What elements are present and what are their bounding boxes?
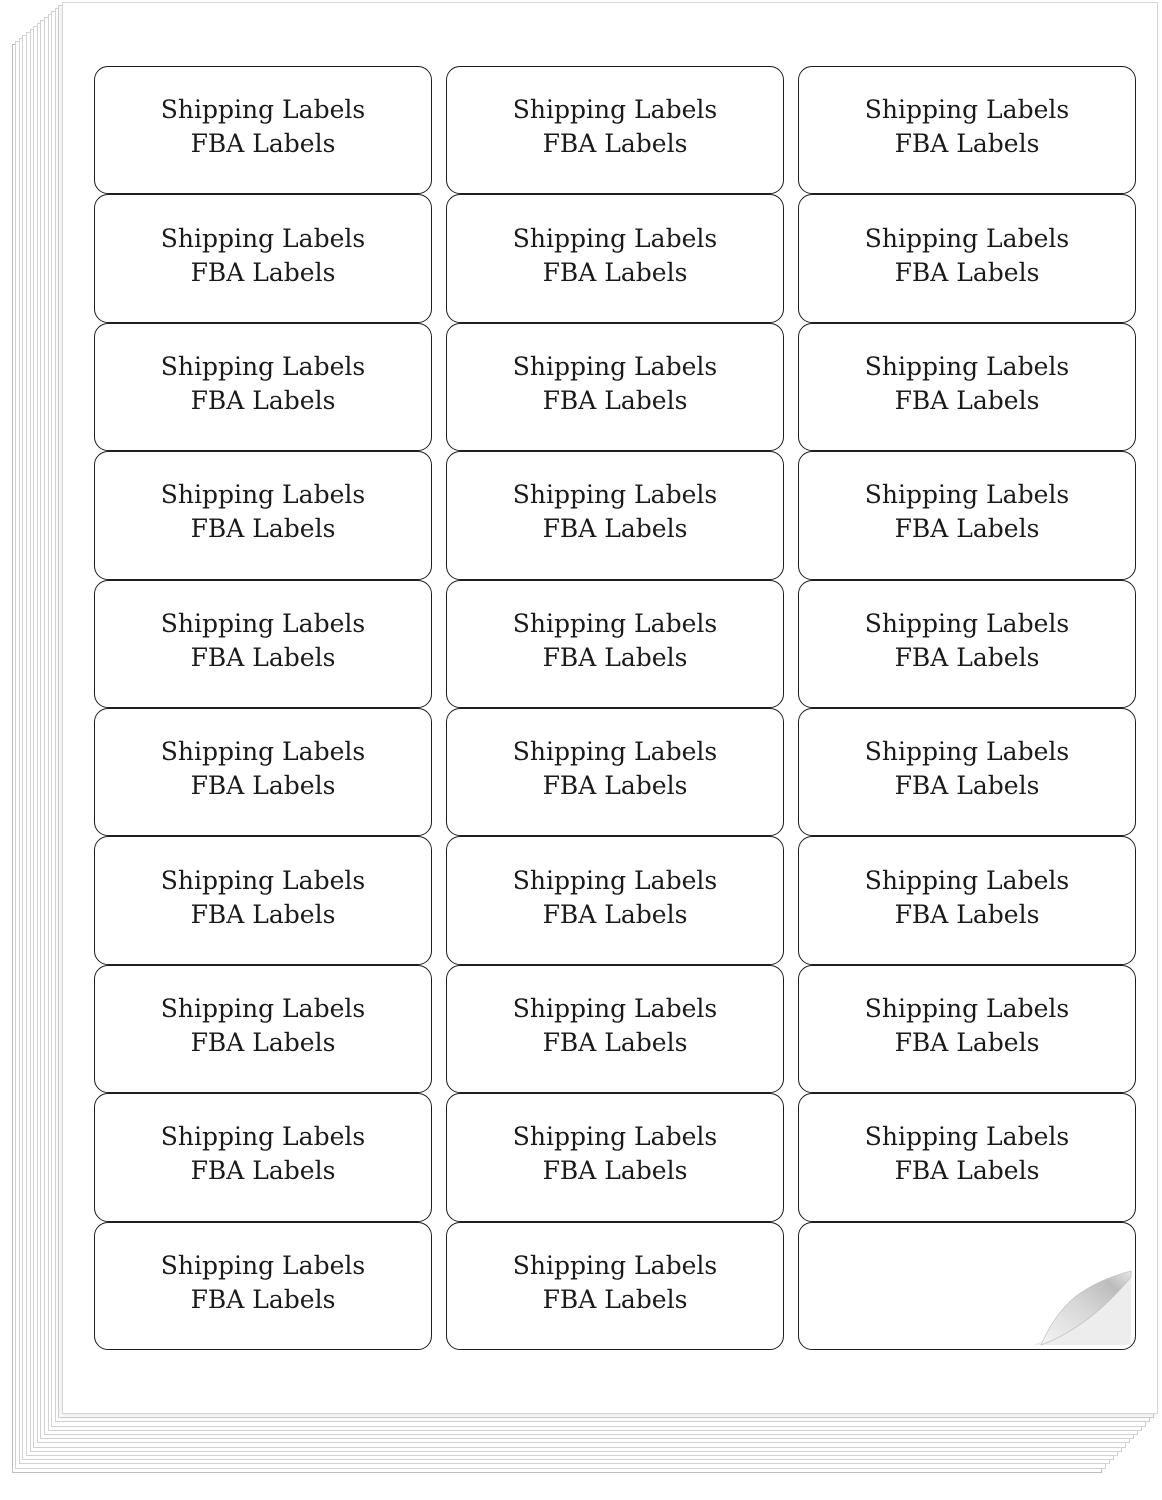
shipping-label bbox=[798, 580, 1136, 708]
shipping-label bbox=[446, 836, 784, 964]
shipping-label bbox=[798, 194, 1136, 322]
label-line-fba: FBA Labels bbox=[190, 514, 336, 544]
label-line-shipping: Shipping Labels bbox=[512, 223, 718, 253]
label-line-shipping: Shipping Labels bbox=[512, 608, 718, 638]
label-line-fba: FBA Labels bbox=[190, 899, 336, 929]
label-line-shipping: Shipping Labels bbox=[160, 480, 366, 510]
label-line-shipping: Shipping Labels bbox=[864, 993, 1070, 1023]
label-line-shipping: Shipping Labels bbox=[160, 1250, 366, 1280]
shipping-label bbox=[94, 708, 432, 836]
label-line-shipping: Shipping Labels bbox=[864, 865, 1070, 895]
label-line-fba: FBA Labels bbox=[894, 1027, 1040, 1057]
label-line-fba: FBA Labels bbox=[894, 899, 1040, 929]
shipping-label bbox=[446, 1093, 784, 1221]
shipping-label bbox=[94, 194, 432, 322]
shipping-label bbox=[94, 836, 432, 964]
label-line-fba: FBA Labels bbox=[190, 1156, 336, 1186]
shipping-label bbox=[798, 836, 1136, 964]
label-line-shipping: Shipping Labels bbox=[864, 351, 1070, 381]
label-line-shipping: Shipping Labels bbox=[864, 223, 1070, 253]
label-line-fba: FBA Labels bbox=[190, 1027, 336, 1057]
label-line-shipping: Shipping Labels bbox=[512, 480, 718, 510]
label-line-shipping: Shipping Labels bbox=[512, 351, 718, 381]
label-line-shipping: Shipping Labels bbox=[864, 608, 1070, 638]
shipping-label bbox=[94, 451, 432, 579]
peeled-blank-label bbox=[798, 1222, 1136, 1350]
label-line-fba: FBA Labels bbox=[542, 1156, 688, 1186]
shipping-label bbox=[94, 66, 432, 194]
shipping-label bbox=[798, 965, 1136, 1093]
shipping-label bbox=[446, 66, 784, 194]
label-line-shipping: Shipping Labels bbox=[512, 1250, 718, 1280]
label-line-shipping: Shipping Labels bbox=[160, 351, 366, 381]
label-line-shipping: Shipping Labels bbox=[512, 95, 718, 125]
shipping-label bbox=[798, 323, 1136, 451]
label-line-shipping: Shipping Labels bbox=[864, 737, 1070, 767]
shipping-label bbox=[94, 323, 432, 451]
label-line-shipping: Shipping Labels bbox=[512, 993, 718, 1023]
label-line-shipping: Shipping Labels bbox=[160, 1122, 366, 1152]
label-line-shipping: Shipping Labels bbox=[160, 993, 366, 1023]
label-line-fba: FBA Labels bbox=[190, 257, 336, 287]
shipping-label bbox=[94, 580, 432, 708]
shipping-label bbox=[446, 1222, 784, 1350]
label-line-fba: FBA Labels bbox=[894, 771, 1040, 801]
label-line-shipping: Shipping Labels bbox=[864, 1122, 1070, 1152]
label-line-fba: FBA Labels bbox=[190, 642, 336, 672]
label-line-shipping: Shipping Labels bbox=[160, 223, 366, 253]
label-line-fba: FBA Labels bbox=[894, 257, 1040, 287]
page-curl-icon bbox=[963, 1267, 1133, 1347]
label-line-shipping: Shipping Labels bbox=[864, 95, 1070, 125]
label-line-fba: FBA Labels bbox=[542, 129, 688, 159]
label-line-fba: FBA Labels bbox=[542, 899, 688, 929]
label-line-shipping: Shipping Labels bbox=[512, 737, 718, 767]
label-line-shipping: Shipping Labels bbox=[512, 1122, 718, 1152]
shipping-label bbox=[94, 965, 432, 1093]
label-line-fba: FBA Labels bbox=[190, 1284, 336, 1314]
label-line-fba: FBA Labels bbox=[894, 129, 1040, 159]
shipping-label bbox=[446, 708, 784, 836]
label-line-fba: FBA Labels bbox=[190, 385, 336, 415]
label-line-fba: FBA Labels bbox=[542, 1284, 688, 1314]
shipping-label bbox=[94, 1093, 432, 1221]
label-line-fba: FBA Labels bbox=[894, 514, 1040, 544]
label-line-fba: FBA Labels bbox=[190, 129, 336, 159]
shipping-label bbox=[798, 66, 1136, 194]
shipping-label bbox=[446, 965, 784, 1093]
label-line-shipping: Shipping Labels bbox=[160, 865, 366, 895]
label-line-shipping: Shipping Labels bbox=[512, 865, 718, 895]
label-line-fba: FBA Labels bbox=[542, 514, 688, 544]
shipping-label bbox=[94, 1222, 432, 1350]
label-line-shipping: Shipping Labels bbox=[160, 608, 366, 638]
label-line-fba: FBA Labels bbox=[542, 257, 688, 287]
label-line-fba: FBA Labels bbox=[542, 385, 688, 415]
label-line-fba: FBA Labels bbox=[894, 385, 1040, 415]
shipping-label bbox=[446, 323, 784, 451]
label-line-shipping: Shipping Labels bbox=[864, 480, 1070, 510]
shipping-label bbox=[446, 451, 784, 579]
label-line-fba: FBA Labels bbox=[542, 642, 688, 672]
label-line-fba: FBA Labels bbox=[542, 771, 688, 801]
label-line-fba: FBA Labels bbox=[894, 1156, 1040, 1186]
shipping-label bbox=[798, 451, 1136, 579]
shipping-label bbox=[798, 708, 1136, 836]
label-grid bbox=[94, 66, 1137, 1350]
label-line-shipping: Shipping Labels bbox=[160, 95, 366, 125]
label-line-fba: FBA Labels bbox=[542, 1027, 688, 1057]
shipping-label bbox=[446, 580, 784, 708]
shipping-label bbox=[446, 194, 784, 322]
label-line-shipping: Shipping Labels bbox=[160, 737, 366, 767]
shipping-label bbox=[798, 1093, 1136, 1221]
label-line-fba: FBA Labels bbox=[190, 771, 336, 801]
label-line-fba: FBA Labels bbox=[894, 642, 1040, 672]
